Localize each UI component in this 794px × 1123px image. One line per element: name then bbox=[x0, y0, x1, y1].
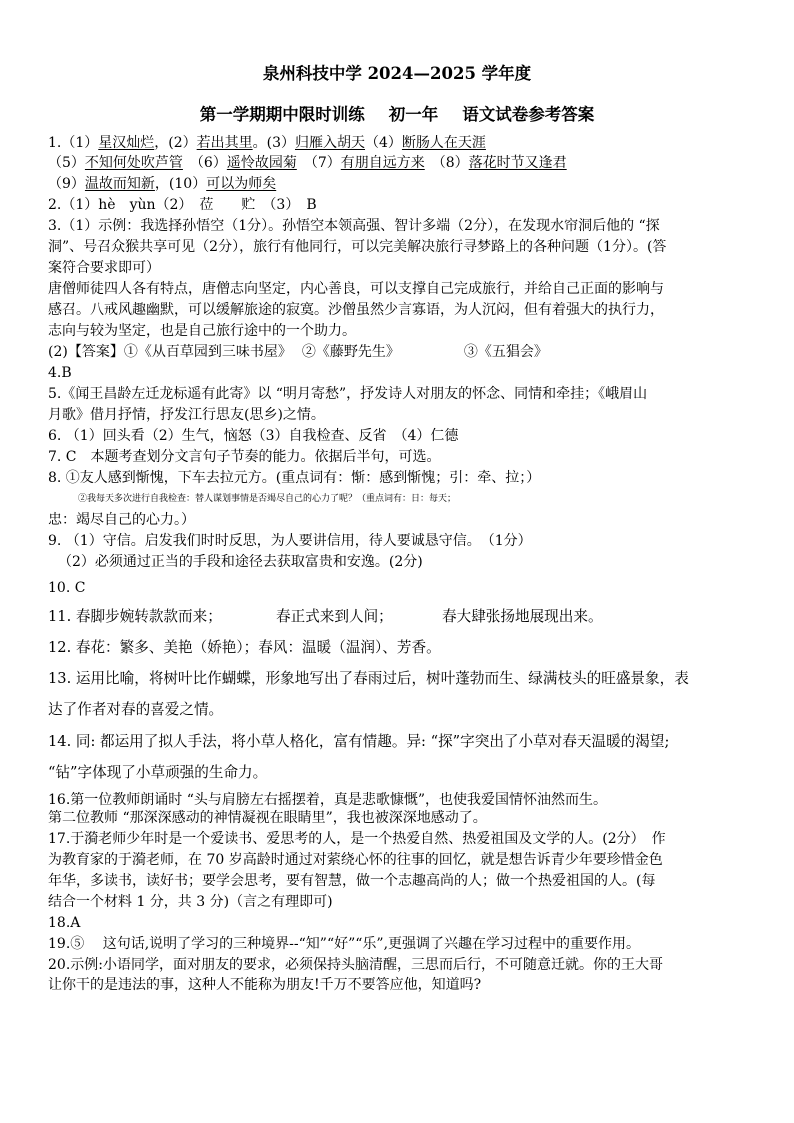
q17-line: 年华，多读书，读好书；要学会思考，要有智慧，做一个志趣高尚的人；做一个热爱祖国的人。(每 bbox=[48, 873, 656, 889]
q17-line: 结合一个材料 1 分，共 3 分)（言之有理即可) bbox=[48, 894, 333, 910]
q17-line: 17.于漪老师少年时是一个爱读书、爱思考的人，是一个热爱自然、热爱祖国及文学的人。(2分） 作 bbox=[48, 831, 666, 847]
q16-line: 16.第一位教师朗诵时 “头与肩膀左右摇摆着，真是悲歌慷慨”，也使我爱国情怀油然而生。 bbox=[48, 792, 608, 808]
q1-line-2 bbox=[48, 153, 758, 173]
q11-part-2: 春正式来到人间； bbox=[276, 608, 393, 625]
q18-answer: 18.A bbox=[48, 915, 81, 931]
q13-line: 13. 运用比喻，将树叶比作蝴蝶，形象地写出了春雨过后，树叶蓬勃而生、绿满枝头的旺盛景象，表 bbox=[48, 670, 689, 687]
q9-line: （2）必须通过正当的手段和途径去获取富贵和安逸。(2分) bbox=[58, 554, 423, 570]
document-title: 泉州科技中学 2024—2025 学年度 bbox=[262, 64, 532, 83]
q1-sep: （8） bbox=[438, 155, 469, 171]
subtitle-grade: 初一年 bbox=[388, 105, 439, 124]
q3-line: 感召。八戒风趣幽默，可以缓解旅途的寂寞。沙僧虽然少言寡语，为人沉闷，但有着强大的执行力， bbox=[48, 302, 664, 318]
q8-line: ②我每天多次进行自我检查：替人谋划事情是否竭尽自己的心力了呢？（重点词有：日：每天； bbox=[78, 494, 457, 504]
q3-work-3: ③《五猖会》 bbox=[463, 344, 548, 360]
q3-part2-label: (2)【答案】 bbox=[48, 344, 124, 360]
q3-line: 3.（1）示例：我选择孙悟空（1分）。孙悟空本领高强、智计多端（2分），在发现水帘洞后他的 “探 bbox=[48, 218, 660, 234]
q20-line: 20.示例:小语同学，面对朋友的要求，必须保持头脑清醒，三思而后行，不可随意迁就。你的王大哥 bbox=[48, 957, 663, 973]
q11-part-1: 11. 春脚步婉转款款而来； bbox=[48, 608, 222, 625]
q16-line: 第二位教师 “那深深感动的神情凝视在眼睛里”，我也被深深地感动了。 bbox=[48, 810, 487, 826]
q3-work-1: ①《从百草园到三味书屋》 bbox=[123, 344, 292, 360]
q1-answer-3: 归雁入胡天 bbox=[295, 135, 366, 151]
q20-line: 让你干的是违法的事，这种人不能称为朋友!千万不要答应他，知道吗? bbox=[48, 977, 482, 993]
q3-line: 唐僧师徒四人各有特点，唐僧志向坚定，内心善良，可以支撑自己完成旅行，并给自己正面的影响与 bbox=[48, 281, 664, 297]
q1-answer-10: 可以为师矣 bbox=[206, 176, 277, 192]
q5-line: 5.《闻王昌龄左迁龙标遥有此寄》以 “明月寄愁”，抒发诗人对朋友的怀念、同情和牵挂；《峨眉山 bbox=[48, 386, 648, 402]
q1-sep: （5） bbox=[48, 155, 85, 171]
q1-answer-5: 不知何处吹芦管 bbox=[84, 155, 183, 171]
q1-sep: （6） bbox=[196, 155, 227, 171]
q19-answer: 19.⑤ 这句话,说明了学习的三种境界--“知”“好”“乐”,更强调了兴趣在学习过程中的重要作用。 bbox=[48, 936, 641, 952]
q1-sep: ，(10） bbox=[154, 176, 207, 192]
q8-line: 忠：竭尽自己的心力。） bbox=[48, 512, 195, 528]
q5-line: 月歌》借月抒情，抒发江行思友(思乡)之情。 bbox=[48, 407, 325, 423]
q3-line: 洞”、号召众猴共享可见（2分），旅行有他同行，可以完美解决旅行寻梦路上的各种问题（1分）。(答 bbox=[48, 239, 667, 255]
q17-line: 为教育家的于漪老师，在 70 岁高龄时通过对萦绕心怀的往事的回忆，就是想告诉青少年要珍惜金色 bbox=[48, 852, 663, 868]
q1-answer-1: 星汉灿烂 bbox=[98, 135, 155, 151]
q8-line: 8. ①友人感到惭愧，下车去拉元方。(重点词有：惭：感到惭愧；引：牵、拉；） bbox=[48, 470, 541, 486]
document-subtitle bbox=[0, 101, 794, 125]
subtitle-paper: 语文试卷参考答案 bbox=[462, 105, 595, 124]
q2-answer: 2.（1）hè yùn（2） 莅 贮 （3） B bbox=[48, 197, 317, 213]
q1-answer-8: 落花时节又逢君 bbox=[468, 155, 567, 171]
q7-answer: 7. C 本题考查划分文言句子节奏的能力。依据后半句，可选。 bbox=[48, 449, 441, 465]
q11-answer bbox=[48, 607, 758, 627]
q13-line: 达了作者对春的喜爱之情。 bbox=[48, 701, 224, 718]
q3-work-2: ②《藤野先生》 bbox=[301, 344, 400, 360]
q3-line: 志向与较为坚定，也是自己旅行途中的一个助力。 bbox=[48, 323, 356, 339]
q1-sep: ，(2） bbox=[154, 135, 197, 151]
q3-line: 案符合要求即可） bbox=[48, 260, 160, 276]
q4-answer: 4.B bbox=[48, 365, 72, 381]
q1-answer-9: 温故而知新 bbox=[84, 176, 155, 192]
q1-answer-2: 若出其里 bbox=[196, 135, 253, 151]
q3-part2 bbox=[48, 342, 758, 362]
subtitle-term: 第一学期期中限时训练 bbox=[199, 105, 365, 124]
q6-answer: 6. （1）回头看（2）生气，恼怒（3）自我检查、反省 （4）仁德 bbox=[48, 428, 459, 444]
q14-line: 14. 同: 都运用了拟人手法，将小草人格化，富有情趣。异: “探”字突出了小草对春天温暖的渴望; bbox=[48, 733, 670, 750]
q11-part-3: 春大肆张扬地展现出来。 bbox=[442, 608, 603, 625]
q12-answer: 12. 春花：繁多、美艳（娇艳）；春风：温暖（温润）、芳香。 bbox=[48, 639, 441, 656]
q1-line-1 bbox=[48, 133, 758, 153]
q1-sep: （4） bbox=[365, 135, 402, 151]
q1-sep: 。(3） bbox=[252, 135, 296, 151]
q1-prefix: 1.（1） bbox=[48, 135, 99, 151]
q1-answer-4: 断肠人在天涯 bbox=[401, 135, 486, 151]
q1-line-3 bbox=[48, 174, 758, 194]
q1-sep: （9） bbox=[48, 176, 85, 192]
q14-line: “钻”字体现了小草顽强的生命力。 bbox=[48, 764, 268, 781]
q9-line: 9. （1）守信。启发我们时时反思，为人要讲信用，待人要诚恳守信。 （1分） bbox=[48, 533, 532, 549]
q1-answer-6: 遥怜故园菊 bbox=[226, 155, 297, 171]
q10-answer: 10. C bbox=[48, 580, 86, 596]
q1-answer-7: 有朋自远方来 bbox=[340, 155, 425, 171]
q1-sep: （7） bbox=[310, 155, 341, 171]
